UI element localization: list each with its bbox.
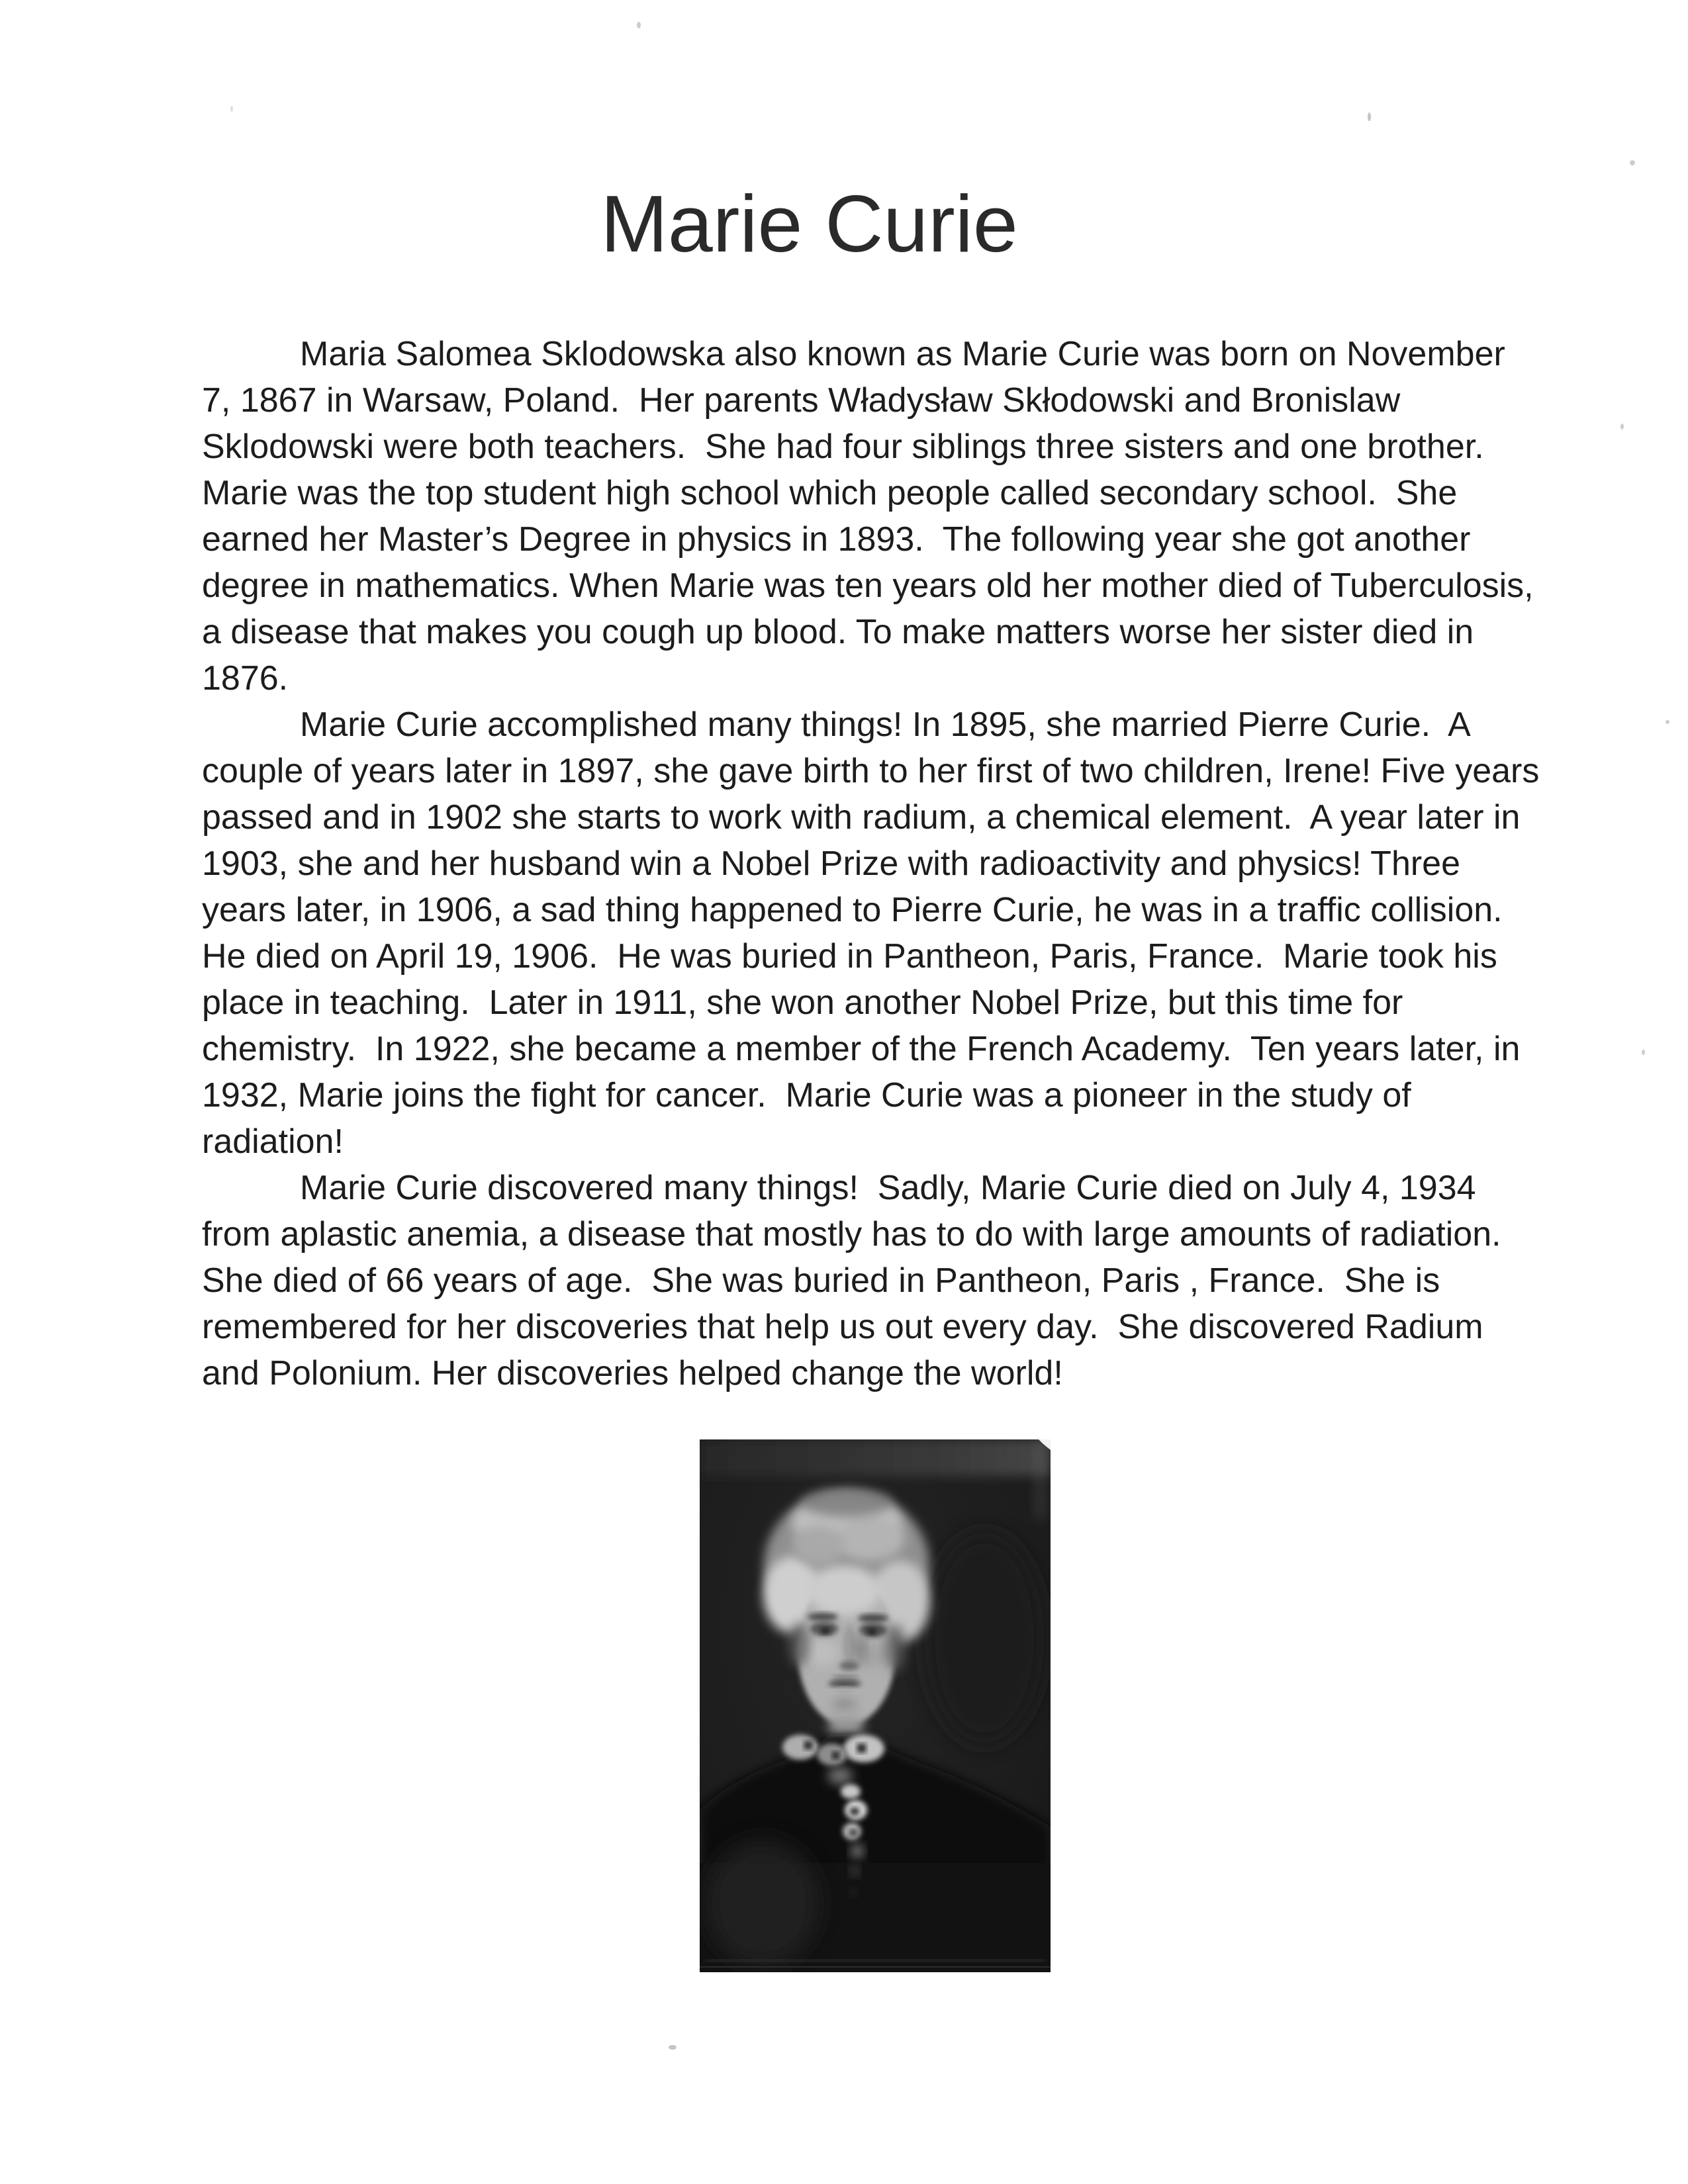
- scan-speck: [637, 22, 641, 28]
- marie-curie-portrait-photo: [700, 1439, 1051, 1972]
- p2-line6: He died on April 19, 1906. He was buried in Pantheon, Paris, France. Marie took his: [202, 937, 1497, 976]
- p2-line5: years later, in 1906, a sad thing happened to Pierre Curie, he was in a traffic collision.: [202, 891, 1503, 929]
- p1-line4: Marie was the top student high school which people called secondary school. She: [202, 474, 1458, 512]
- portrait-image: [700, 1439, 1051, 1972]
- p2-line9: 1932, Marie joins the fight for cancer. Marie Curie was a pioneer in the study of: [202, 1076, 1411, 1115]
- p2-line7: place in teaching. Later in 1911, she won another Nobel Prize, but this time for: [202, 983, 1403, 1022]
- p1-line6: degree in mathematics. When Marie was ten years old her mother died of Tuberculosis,: [202, 567, 1534, 605]
- p2-line10: radiation!: [202, 1122, 344, 1161]
- p3-line2: from aplastic anemia, a disease that mostly has to do with large amounts of radiation.: [202, 1215, 1501, 1253]
- p3-line1: Marie Curie discovered many things! Sadly, Marie Curie died on July 4, 1934: [300, 1169, 1476, 1207]
- p2-line8: chemistry. In 1922, she became a member of the French Academy. Ten years later, in: [202, 1030, 1521, 1068]
- scan-speck: [1665, 720, 1669, 724]
- p1-line7: a disease that makes you cough up blood. To make matters worse her sister died in: [202, 613, 1474, 651]
- p3-line5: and Polonium. Her discoveries helped change the world!: [202, 1354, 1063, 1392]
- p1-line2: 7, 1867 in Warsaw, Poland. Her parents Władysław Skłodowski and Bronislaw: [202, 381, 1401, 420]
- scan-speck: [1630, 160, 1635, 165]
- p3-line4: remembered for her discoveries that help us out every day. She discovered Radium: [202, 1308, 1483, 1346]
- page-title: Marie Curie: [600, 179, 1018, 269]
- p3-line3: She died of 66 years of age. She was buried in Pantheon, Paris , France. She is: [202, 1261, 1440, 1300]
- p2-line3: passed and in 1902 she starts to work with radium, a chemical element. A year later in: [202, 798, 1521, 837]
- scan-speck: [1642, 1050, 1645, 1055]
- p1-line1: Maria Salomea Sklodowska also known as Marie Curie was born on November: [300, 335, 1505, 373]
- p2-line1: Marie Curie accomplished many things! In 1895, she married Pierre Curie. A: [300, 705, 1471, 744]
- p1-line5: earned her Master’s Degree in physics in 1893. The following year she got another: [202, 520, 1471, 559]
- scan-speck: [230, 106, 233, 112]
- scan-speck: [1368, 113, 1371, 121]
- scan-speck: [669, 2045, 677, 2050]
- scan-speck: [1620, 424, 1624, 430]
- p2-line2: couple of years later in 1897, she gave birth to her first of two children, Irene! Five years: [202, 752, 1540, 790]
- p1-line3: Sklodowski were both teachers. She had four siblings three sisters and one brother.: [202, 428, 1484, 466]
- p2-line4: 1903, she and her husband win a Nobel Prize with radioactivity and physics! Three: [202, 844, 1461, 883]
- p1-line8: 1876.: [202, 659, 289, 698]
- essay-body: [202, 331, 1592, 1396]
